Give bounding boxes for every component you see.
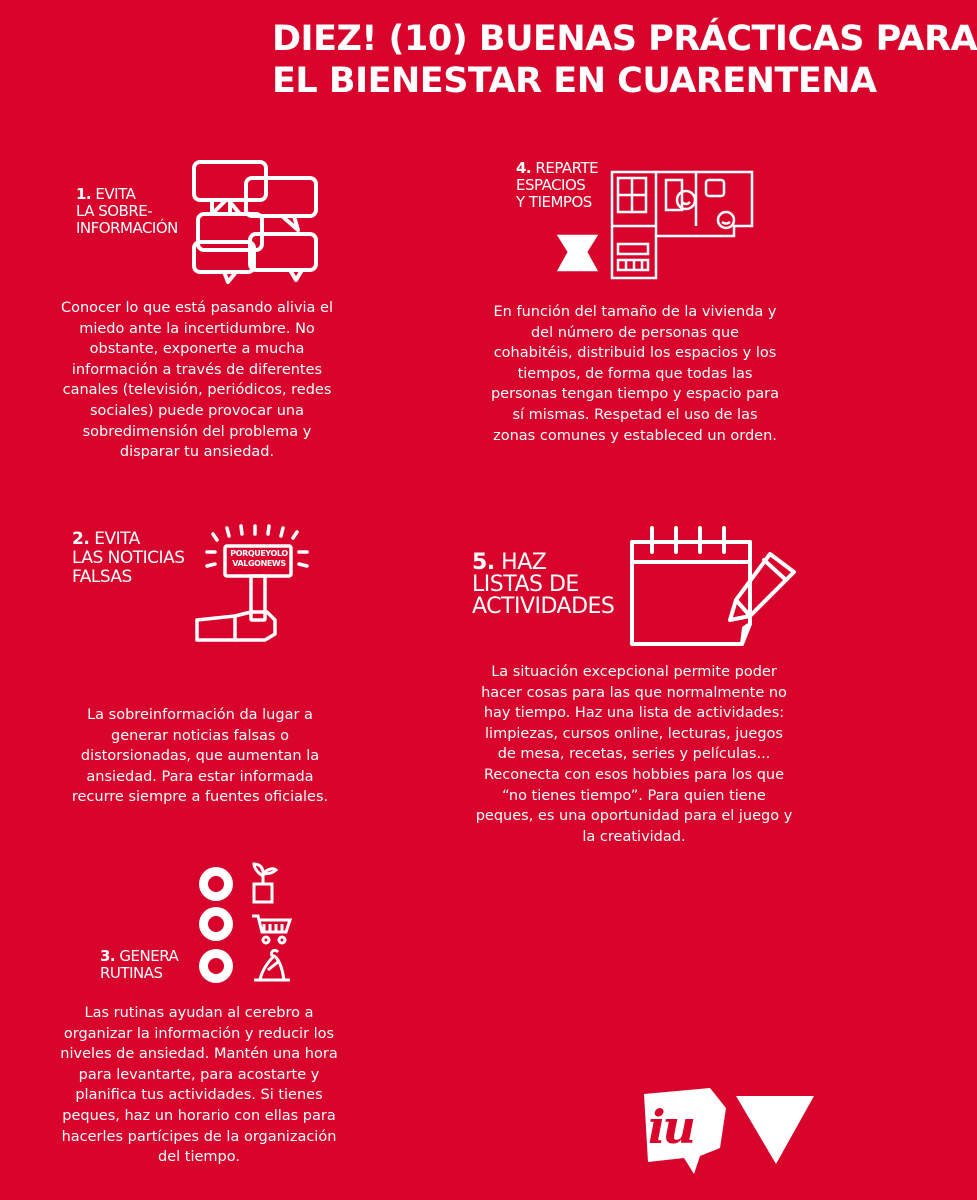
practice-2-label-line-3: FALSAS (72, 567, 132, 587)
practice-1-label-line-3: INFORMACIÓN (76, 219, 178, 237)
floor-plan-icon (556, 166, 756, 284)
practice-4-label-line-3: Y TIEMPOS (516, 193, 592, 211)
page-title-line-2: EL BIENESTAR EN CUARENTENA (272, 61, 877, 101)
practice-1-number: 1. (76, 185, 92, 203)
practice-2-number: 2. (72, 529, 90, 549)
practice-1-label-line-1: EVITA (95, 185, 136, 203)
practice-1-label-line-2: LA SOBRE- (76, 202, 153, 220)
practice-5-label-line-1: HAZ (501, 550, 547, 575)
practice-4-label-line-2: ESPACIOS (516, 176, 586, 194)
practice-5-text: La situación excepcional permite poder hacer cosas para las que normalmente no hay tiempo. Haz una lista de actividades: limpiezas, cursos online, lecturas, juegos de mesa, recetas, series y películas... Reconecta con esos hobbies para los que “no tienes tiempo”. Para quien tiene peques, es una oportunidad para el juego y la creatividad. (475, 664, 793, 845)
routine-activities-icon (198, 862, 298, 992)
practice-3-label-line-2: RUTINAS (100, 964, 163, 982)
practice-2-label-line-2: LAS NOTICIAS (72, 548, 185, 568)
practice-2-label-line-1: EVITA (94, 529, 140, 549)
practice-4-label-line-1: REPARTE (535, 159, 599, 177)
practice-1-text: Conocer lo que está pasando alivia el miedo ante la incertidumbre. No obstante, exponerte a mucha información a través de diferentes canales (televisión, periódicos, redes sociales) puede provocar una sobredimensión del problema y disparar tu ansiedad. (60, 300, 333, 461)
page-title (272, 18, 977, 102)
practice-2-text: La sobreinformación da lugar a generar noticias falsas o distorsionadas, que aumentan la ansiedad. Para estar informada recurre siempre a fuentes oficiales. (71, 707, 329, 806)
calendar-pencil-icon (626, 524, 800, 650)
practice-3-number: 3. (100, 947, 116, 965)
practice-5-label-line-2: LISTAS DE (472, 572, 579, 597)
practice-5-label (472, 552, 614, 618)
speech-bubbles-icon (190, 158, 320, 283)
protest-sign-line-1: PORQUEYOLO (230, 549, 288, 558)
practice-2-label (72, 530, 185, 587)
protest-sign-icon (195, 524, 325, 648)
practice-3-label-line-1: GENERA (119, 947, 179, 965)
practice-5-label-line-3: ACTIVIDADES (472, 594, 615, 619)
practice-4-text: En función del tamaño de la vivienda y del número de personas que cohabitéis, distribuid los espacios y los tiempos, de forma que todas las personas tengan tiempo y espacio para sí mismas. Respetad el uso de las zonas comunes y estableced un orden. (490, 304, 780, 444)
iu-logo-text: iu (648, 1100, 693, 1154)
triangle-logo-icon (734, 1094, 816, 1166)
practice-3-text: Las rutinas ayudan al cerebro a organizar la información y reducir los niveles de ansiedad. Mantén una hora para levantarte, para acostarte y planifica tus actividades. Si tienes peques, haz un horario con ellas para hacerles partícipes de la organización del tiempo. (60, 1005, 338, 1166)
page-title-line-1: DIEZ! (10) BUENAS PRÁCTICAS PARA (272, 19, 977, 59)
protest-sign-line-2: VALGONEWS (232, 559, 286, 568)
practice-3-label (100, 948, 178, 982)
protest-sign-text (227, 549, 291, 569)
practice-5-number: 5. (472, 550, 495, 575)
practice-1-label (76, 186, 178, 237)
practice-4-number: 4. (516, 159, 532, 177)
